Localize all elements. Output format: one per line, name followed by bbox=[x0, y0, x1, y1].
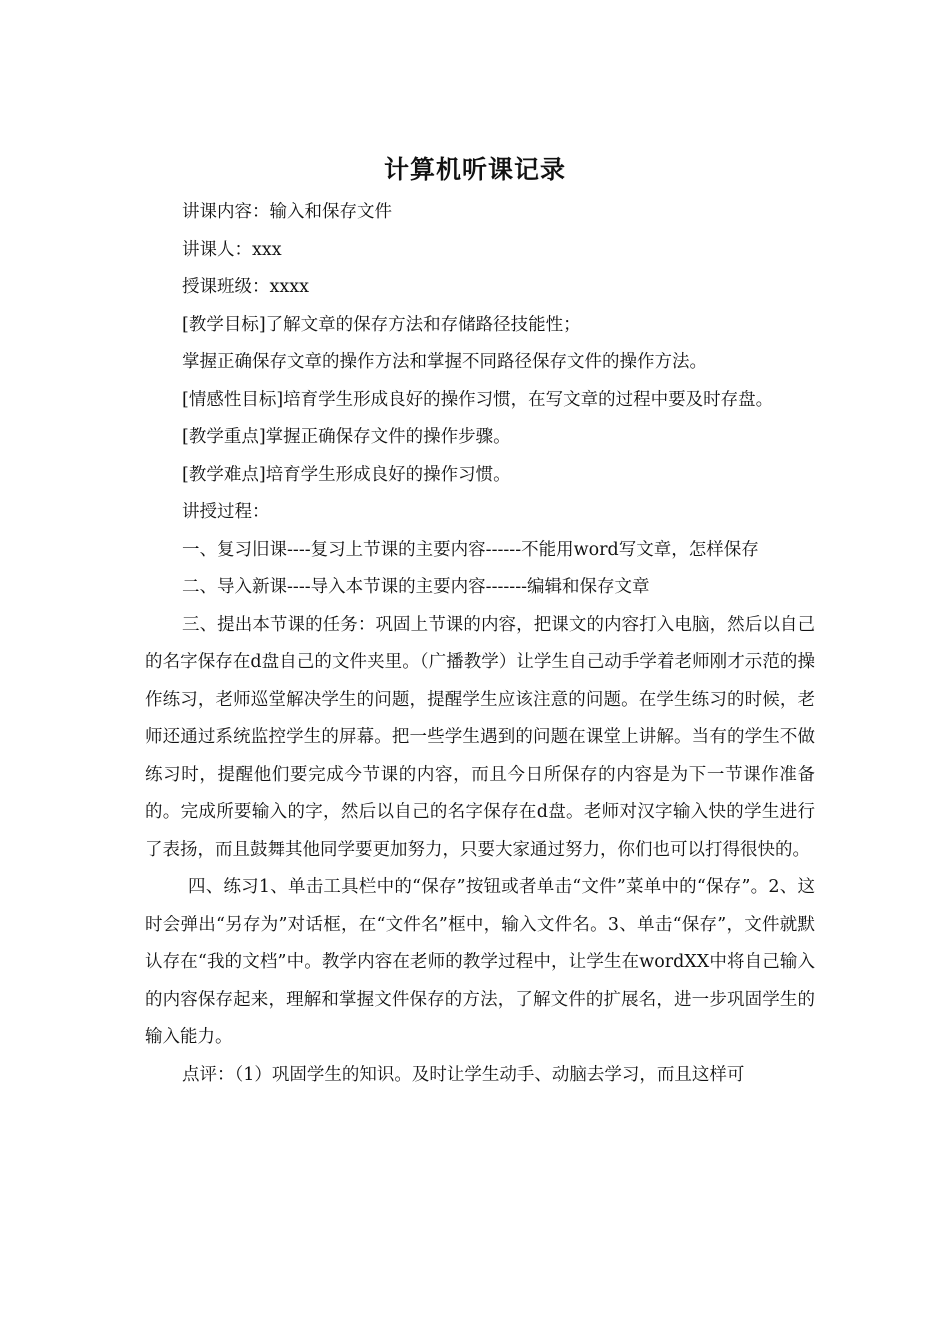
paragraph-step-four: 四、练习1、单击工具栏中的“保存”按钮或者单击“文件”菜单中的“保存”。2、这时会弹出“另存为”对话框，在“文件名”框中，输入文件名。3、单击“保存”，文件就默认存在“我的文档”中。教学内容在老师的教学过程中，让学生在wordXX中将自己输入的内容保存起来，理解和掌握文件保存的方法，了解文件的扩展名，进一步巩固学生的输入能力。 bbox=[145, 877, 815, 1047]
document-body bbox=[145, 194, 815, 1094]
paragraph-step-one: 一、复习旧课----复习上节课的主要内容------不能用word写文章，怎样保存 bbox=[182, 539, 759, 560]
paragraph-teaching-goal-cont: 掌握正确保存文章的操作方法和掌握不同路径保存文件的操作方法。 bbox=[182, 352, 707, 372]
paragraph-class: 授课班级：xxxx bbox=[182, 277, 309, 297]
paragraph-difficult-point: [教学难点]培育学生形成良好的操作习惯。 bbox=[182, 464, 511, 485]
paragraph-teaching-goal: [教学目标]了解文章的保存方法和存储路径技能性； bbox=[182, 314, 581, 335]
paragraph-lesson-content: 讲课内容：输入和保存文件 bbox=[182, 202, 392, 222]
paragraph-step-three: 三、提出本节课的任务：巩固上节课的内容，把课文的内容打入电脑，然后以自己的名字保存在d盘自己的文件夹里。（广播教学）让学生自己动手学着老师刚才示范的操作练习，老师巡堂解决学生的问题，提醒学生应该注意的问题。在学生练习的时候，老师还通过系统监控学生的屏幕。把一些学生遇到的问题在课堂上讲解。当有的学生不做练习时，提醒他们要完成今节课的内容，而且今日所保存的内容是为下一节课作准备的。完成所要输入的字，然后以自己的名字保存在d盘。老师对汉字输入快的学生进行了表扬，而且鼓舞其他同学要更加努力，只要大家通过努力，你们也可以打得很快的。 bbox=[145, 614, 815, 860]
paragraph-step-two: 二、导入新课----导入本节课的主要内容-------编辑和保存文章 bbox=[182, 577, 650, 597]
paragraph-lecturer: 讲课人：xxx bbox=[182, 239, 282, 260]
document-title: 计算机听课记录 bbox=[383, 155, 566, 184]
paragraph-key-point: [教学重点]掌握正确保存文件的操作步骤。 bbox=[182, 427, 511, 447]
paragraph-emotional-goal: [情感性目标]培育学生形成良好的操作习惯，在写文章的过程中要及时存盘。 bbox=[182, 389, 774, 410]
paragraph-process-heading: 讲授过程： bbox=[182, 502, 270, 522]
paragraph-comment: 点评：（1）巩固学生的知识。及时让学生动手、动脑去学习，而且这样可 bbox=[182, 1064, 745, 1085]
